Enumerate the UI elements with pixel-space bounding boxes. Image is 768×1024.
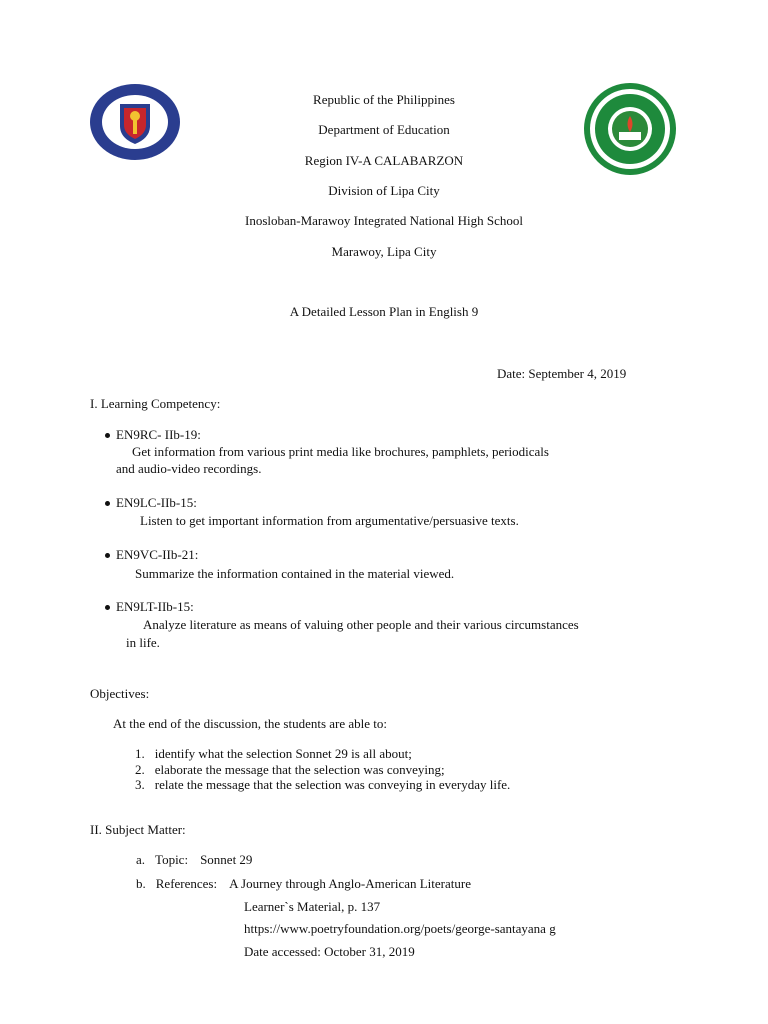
reference-line: https://www.poetryfoundation.org/poets/george-santayana g <box>244 921 556 936</box>
topic-label: Topic: <box>155 852 189 867</box>
competency-text: Analyze literature as means of valuing other people and their various circumstances <box>143 617 579 632</box>
header-address: Marawoy, Lipa City <box>331 244 437 259</box>
competency-text: and audio-video recordings. <box>116 461 262 476</box>
bullet-icon <box>105 605 110 610</box>
competency-text: Listen to get important information from argumentative/persuasive texts. <box>140 513 519 528</box>
objective-number: 1. <box>135 746 145 761</box>
header-department: Department of Education <box>318 122 450 137</box>
competency-text: in life. <box>126 635 160 650</box>
objective-item-2 <box>135 762 445 778</box>
objective-item-3 <box>135 777 510 793</box>
competency-item-2 <box>105 495 197 511</box>
objective-number: 3. <box>135 777 145 792</box>
reference-line: Learner`s Material, p. 137 <box>244 899 381 914</box>
objectives-heading: Objectives: <box>90 686 150 701</box>
header-republic: Republic of the Philippines <box>313 92 455 107</box>
reference-line: Date accessed: October 31, 2019 <box>244 944 415 959</box>
topic-value: Sonnet 29 <box>200 852 253 867</box>
objective-text: elaborate the message that the selection was conveying; <box>154 762 445 777</box>
subject-matter-heading: II. Subject Matter: <box>90 822 186 837</box>
header-region: Region IV-A CALABARZON <box>304 153 464 168</box>
objectives-intro: At the end of the discussion, the students are able to: <box>113 716 388 731</box>
competency-item-1 <box>105 427 201 443</box>
header-school: Inosloban-Marawoy Integrated National High School <box>245 213 523 228</box>
bullet-icon <box>105 501 110 506</box>
bullet-icon <box>105 553 110 558</box>
competency-text: Summarize the information contained in the material viewed. <box>135 566 455 581</box>
topic-row <box>136 852 252 868</box>
competency-item-3 <box>105 547 198 563</box>
references-letter: b. <box>136 876 146 891</box>
objective-item-1 <box>135 746 412 762</box>
objective-text: identify what the selection Sonnet 29 is all about; <box>154 746 412 761</box>
competency-item-4 <box>105 599 194 615</box>
reference-line: A Journey through Anglo-American Literature <box>229 876 471 891</box>
topic-letter: a. <box>136 852 146 867</box>
references-row <box>136 876 471 892</box>
competency-code: EN9RC- IIb-19: <box>116 427 201 442</box>
competency-text: Get information from various print media like brochures, pamphlets, periodicals <box>132 444 549 459</box>
lesson-date: Date: September 4, 2019 <box>497 366 627 381</box>
references-label: References: <box>155 876 218 891</box>
lesson-plan-title: A Detailed Lesson Plan in English 9 <box>289 304 479 319</box>
competency-code: EN9VC-IIb-21: <box>116 547 199 562</box>
objective-text: relate the message that the selection was conveying in everyday life. <box>154 777 511 792</box>
header-division: Division of Lipa City <box>328 183 440 198</box>
objective-number: 2. <box>135 762 145 777</box>
competency-code: EN9LC-IIb-15: <box>116 495 197 510</box>
learning-competency-heading: I. Learning Competency: <box>90 396 221 411</box>
bullet-icon <box>105 433 110 438</box>
competency-code: EN9LT-IIb-15: <box>116 599 194 614</box>
